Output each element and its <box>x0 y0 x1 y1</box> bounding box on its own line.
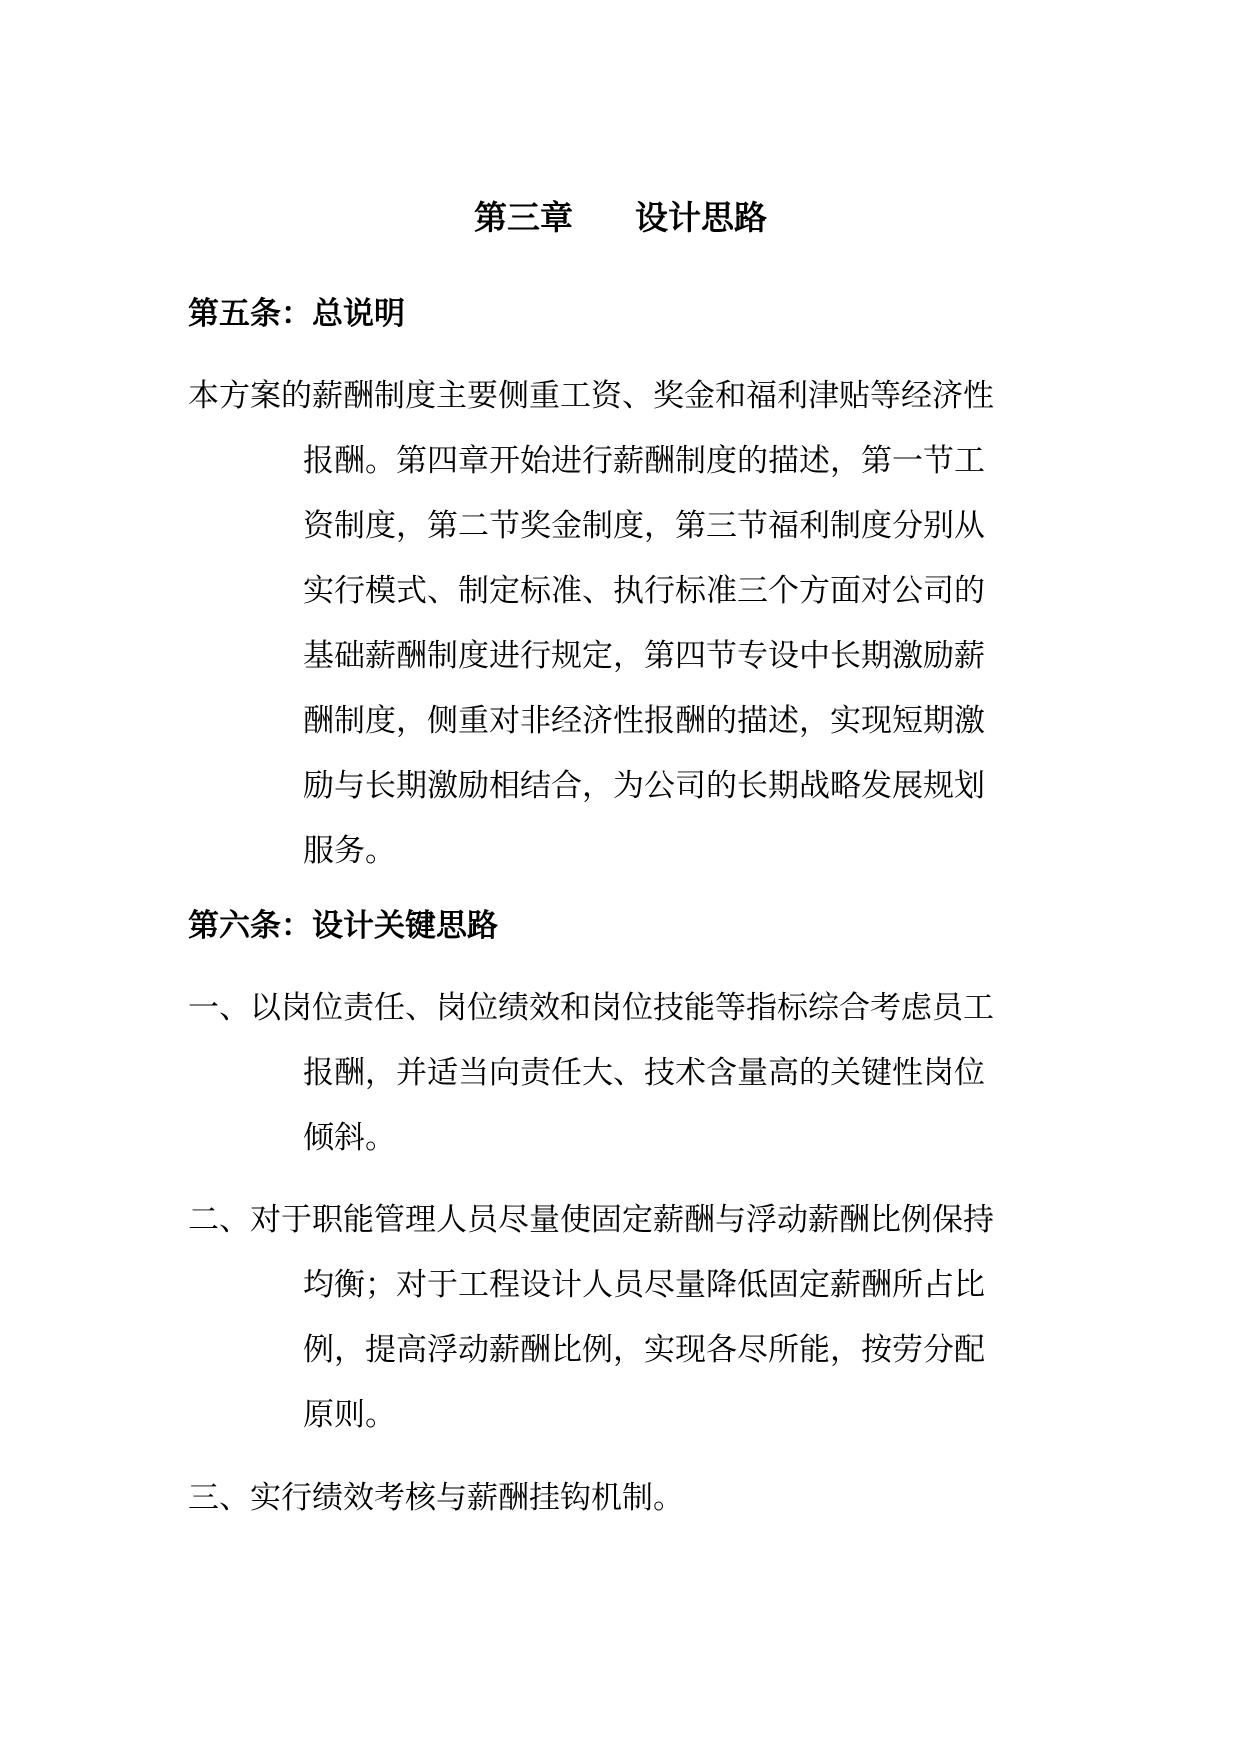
list-item-line: 均衡；对于工程设计人员尽量降低固定薪酬所占比 <box>303 1267 985 1303</box>
chapter-name: 设计思路 <box>635 198 767 237</box>
article-6-item-2 <box>188 1188 1053 1448</box>
list-item-line: 三、实行绩效考核与薪酬挂钩机制。 <box>188 1480 684 1516</box>
article-5-line: 基础薪酬制度进行规定，第四节专设中长期激励薪 <box>303 638 985 674</box>
article-5-line: 实行模式、制定标准、执行标准三个方面对公司的 <box>303 573 985 609</box>
article-6-item-1 <box>188 976 1053 1171</box>
chapter-number: 第三章 <box>474 198 573 237</box>
article-6-item-3 <box>188 1466 1053 1531</box>
list-item-line: 报酬，并适当向责任大、技术含量高的关键性岗位 <box>303 1055 985 1091</box>
article-5-line: 酬制度，侧重对非经济性报酬的描述，实现短期激 <box>303 703 985 739</box>
list-item-line: 原则。 <box>303 1397 396 1433</box>
article-5-line: 励与长期激励相结合，为公司的长期战略发展规划 <box>303 768 985 804</box>
article-5-line: 服务。 <box>303 833 396 869</box>
article-5-body <box>188 364 1053 884</box>
list-item-line: 一、以岗位责任、岗位绩效和岗位技能等指标综合考虑员工 <box>188 990 994 1026</box>
article-5-line: 资制度，第二节奖金制度，第三节福利制度分别从 <box>303 508 985 544</box>
article-5-line: 本方案的薪酬制度主要侧重工资、奖金和福利津贴等经济性 <box>188 378 994 414</box>
list-item-line: 例，提高浮动薪酬比例，实现各尽所能，按劳分配 <box>303 1332 985 1368</box>
list-item-line: 二、对于职能管理人员尽量使固定薪酬与浮动薪酬比例保持 <box>188 1202 994 1238</box>
list-item-line: 倾斜。 <box>303 1120 396 1156</box>
article-5-heading: 第五条：总说明 <box>188 296 405 332</box>
chapter-title <box>0 196 1241 240</box>
article-5-line: 报酬。第四章开始进行薪酬制度的描述，第一节工 <box>303 443 985 479</box>
article-6-heading: 第六条：设计关键思路 <box>188 908 498 944</box>
